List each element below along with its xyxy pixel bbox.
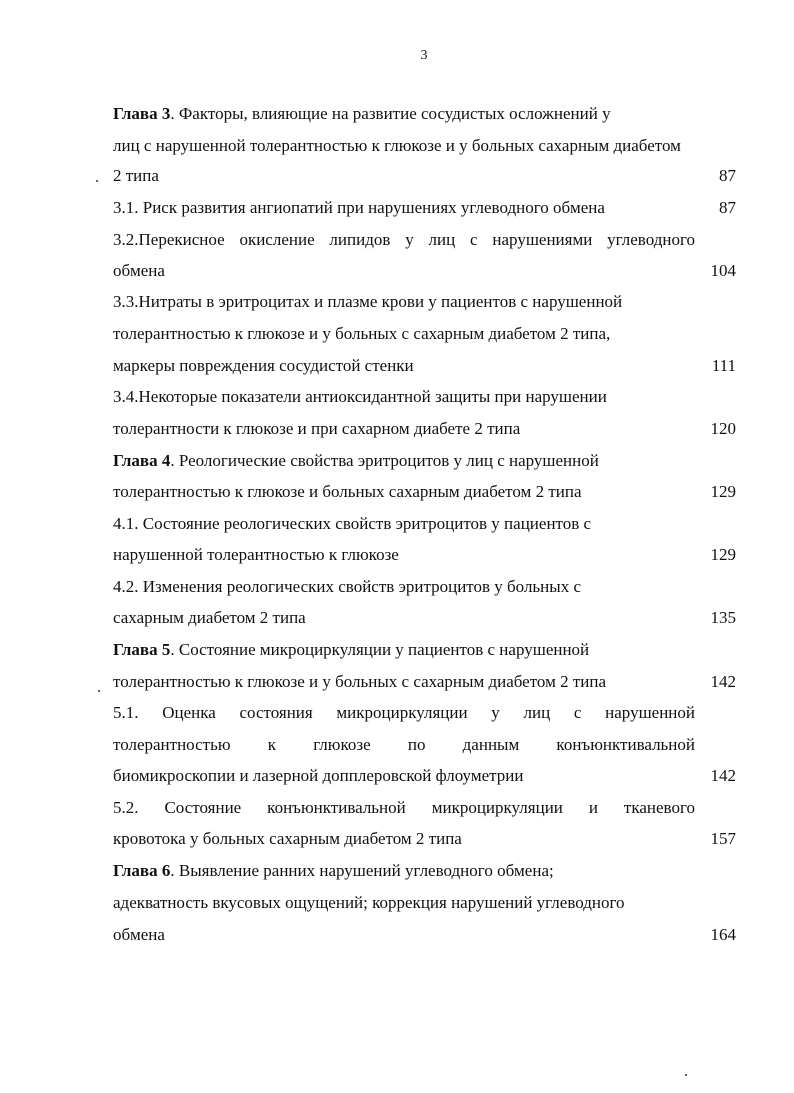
toc-line-text: 3.1. Риск развития ангиопатий при нарушениях углеводного обмена — [113, 198, 605, 217]
toc-line-text: 3.3.Нитраты в эритроцитах и плазме крови у пациентов с нарушенной — [113, 292, 623, 311]
toc-line — [113, 386, 695, 408]
toc-line — [113, 103, 695, 125]
scan-speck — [96, 180, 98, 182]
toc-page-number: 129 — [710, 482, 736, 501]
toc-line — [113, 639, 695, 661]
toc-line-text: сахарным диабетом 2 типа — [113, 608, 306, 627]
toc-line — [113, 797, 695, 819]
toc-line-text: 5.2. Состояние конъюнктивальной микроциркуляции и тканевого — [113, 798, 695, 817]
toc-line — [113, 355, 695, 377]
toc-line-text: 4.1. Состояние реологических свойств эритроцитов у пациентов с — [113, 514, 592, 533]
toc-line-text: нарушенной толерантностью к глюкозе — [113, 545, 399, 564]
toc-line — [113, 291, 695, 313]
toc-page-number: 142 — [710, 766, 736, 785]
toc-line — [113, 450, 695, 472]
toc-page-number: 157 — [710, 829, 736, 848]
toc-line-text: толерантности к глюкозе и при сахарном диабете 2 типа — [113, 419, 521, 438]
toc-line — [113, 197, 695, 219]
scan-speck — [98, 690, 100, 692]
toc-page-number: 87 — [719, 198, 736, 217]
toc-line-text: толерантностью к глюкозе и у больных с сахарным диабетом 2 типа, — [113, 324, 611, 343]
toc-line — [113, 418, 695, 440]
toc-line-text: биомикроскопии и лазерной допплеровской флоуметрии — [113, 766, 524, 785]
toc-line — [113, 135, 728, 157]
toc-line — [113, 481, 695, 503]
toc-line — [113, 828, 695, 850]
toc-line — [113, 671, 695, 693]
toc-line-text: 3.2.Перекисное окисление липидов у лиц с нарушениями углеводного — [113, 230, 695, 249]
toc-line — [113, 765, 695, 787]
toc-line-text: толерантностью к глюкозе по данным конъюнктивальной — [113, 735, 695, 754]
chapter-label: Глава 5 — [113, 640, 171, 659]
toc-line — [113, 607, 695, 629]
toc-line-text: . Реологические свойства эритроцитов у лиц с нарушенной — [170, 451, 599, 470]
toc-line — [113, 576, 695, 598]
toc-line — [113, 702, 695, 724]
toc-line — [113, 924, 695, 946]
toc-line-text: кровотока у больных сахарным диабетом 2 типа — [113, 829, 462, 848]
toc-line — [113, 860, 695, 882]
toc-line — [113, 513, 695, 535]
toc-line-text: . Состояние микроциркуляции у пациентов с нарушенной — [170, 640, 590, 659]
page-number: 3 — [420, 48, 428, 63]
toc-page-number: 120 — [710, 419, 736, 438]
toc-line — [113, 734, 695, 756]
toc-line-text: . Выявление ранних нарушений углеводного обмена; — [170, 861, 554, 880]
toc-line — [113, 165, 695, 187]
toc-line — [113, 892, 695, 914]
toc-line — [113, 544, 695, 566]
toc-line-text: толерантностью к глюкозе и у больных с сахарным диабетом 2 типа — [113, 672, 607, 691]
toc-line-text: толерантностью к глюкозе и больных сахарным диабетом 2 типа — [113, 482, 582, 501]
chapter-label: Глава 6 — [113, 861, 171, 880]
toc-line-text: 2 типа — [113, 166, 159, 185]
toc-page-number: 87 — [719, 166, 736, 185]
toc-line — [113, 323, 728, 345]
toc-page-number: 135 — [710, 608, 736, 627]
toc-line-text: маркеры повреждения сосудистой стенки — [113, 356, 414, 375]
toc-line-text: 5.1. Оценка состояния микроциркуляции у лиц с нарушенной — [113, 703, 695, 722]
toc-line-text: 4.2. Изменения реологических свойств эритроцитов у больных с — [113, 577, 581, 596]
toc-line-text: адекватность вкусовых ощущений; коррекция нарушений углеводного — [113, 893, 625, 912]
toc-page-number: 129 — [710, 545, 736, 564]
toc-page-number: 111 — [711, 356, 736, 375]
toc-page-number: 164 — [710, 925, 736, 944]
chapter-label: Глава 3 — [113, 104, 171, 123]
toc-line-text: . Факторы, влияющие на развитие сосудистых осложнений у — [170, 104, 611, 123]
toc-page-number: 104 — [710, 261, 736, 280]
toc-line-text: обмена — [113, 925, 165, 944]
toc-page-number: 142 — [710, 672, 736, 691]
toc-line — [113, 229, 695, 251]
toc-line-text: лиц с нарушенной толерантностью к глюкозе и у больных сахарным диабетом — [113, 136, 681, 155]
chapter-label: Глава 4 — [113, 451, 171, 470]
toc-line — [113, 260, 695, 282]
toc-line-text: обмена — [113, 261, 165, 280]
toc-line-text: 3.4.Некоторые показатели антиоксидантной защиты при нарушении — [113, 387, 607, 406]
scan-speck — [685, 1074, 687, 1076]
